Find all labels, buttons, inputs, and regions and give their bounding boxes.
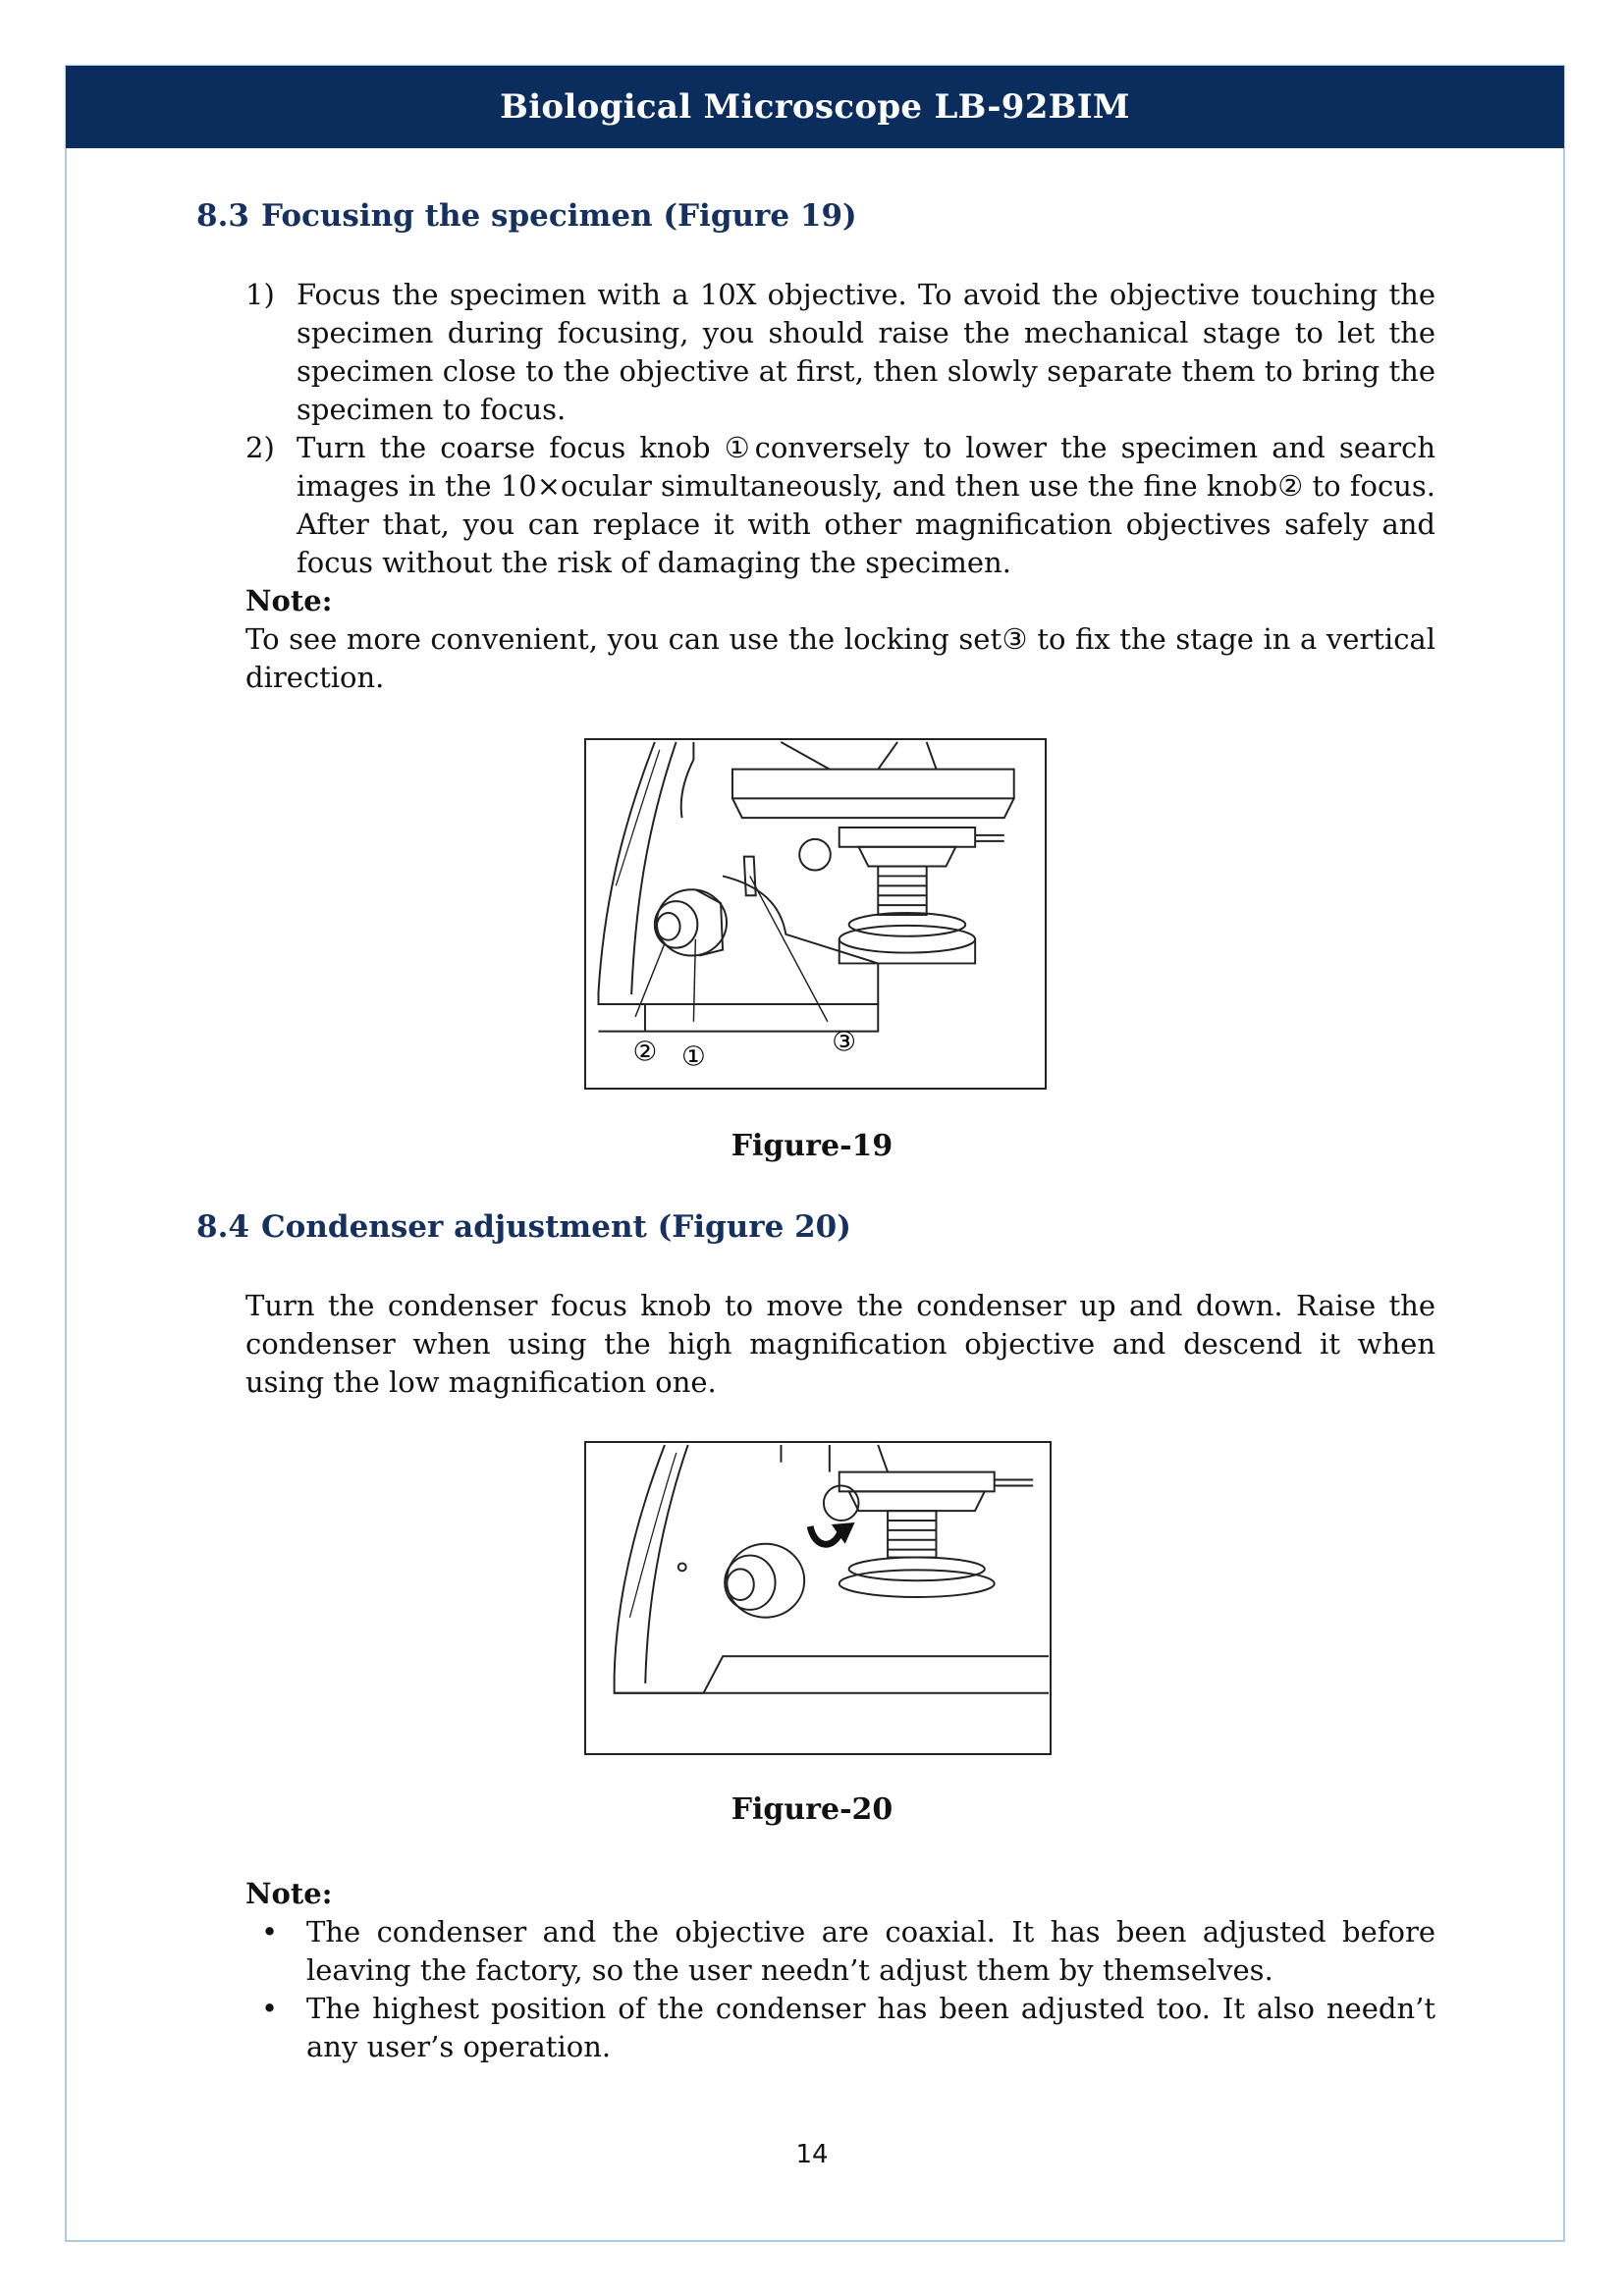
section-8-4-heading <box>196 1209 851 1245</box>
step-marker: 1) <box>245 278 275 311</box>
steps-list <box>245 276 1435 582</box>
bullet-symbol: • <box>261 1915 279 1949</box>
figure-20-caption: Figure-20 <box>731 1792 893 1827</box>
note-text: To see more convenient, you can use the locking set③ to fix the stage in a vertical direction. <box>245 622 1435 694</box>
note-label: Note: <box>245 1877 333 1910</box>
page-number: 14 <box>795 2140 829 2169</box>
section-8-3-heading <box>196 198 857 234</box>
list-item <box>245 1990 1435 2066</box>
callout-coarse-knob: ① <box>680 1040 706 1073</box>
callout-fine-knob: ② <box>632 1035 658 1068</box>
note-label: Note: <box>245 584 333 617</box>
step-text: Focus the specimen with a 10X objective. To avoid the objective touching the specimen during focusing, you should raise the mechanical stage to let the specimen close to the objective at first, then slowly separate them to bring the specimen to focus. <box>297 278 1435 426</box>
section-title: Focusing the specimen (Figure 19) <box>261 198 857 234</box>
header-title: Biological Microscope LB-92BIM <box>500 87 1130 127</box>
figure-19-caption: Figure-19 <box>731 1129 893 1163</box>
bullet-symbol: • <box>261 1992 279 2025</box>
list-item <box>245 1913 1435 1990</box>
note-section <box>245 1875 1435 2066</box>
list-item <box>245 429 1435 582</box>
section-8-4-body: Turn the condenser focus knob to move the condenser up and down. Raise the condenser when using the high magnification objective and descend it when using the low magnification one. <box>245 1289 1435 1399</box>
microscope-focus-illustration <box>586 740 1045 1088</box>
bullet-text: The condenser and the objective are coaxial. It has been adjusted before leaving the factory, so the user needn’t adjust them by themselves. <box>306 1915 1435 1987</box>
section-8-3-body <box>245 276 1435 697</box>
callout-locking-set: ③ <box>832 1025 857 1058</box>
figure-19-image <box>584 738 1047 1090</box>
step-text: Turn the coarse focus knob ①conversely to lower the specimen and search images in the 10×ocular simultaneously, and then use the fine knob② to focus. After that, you can replace it with other magnification objectives safely and focus without the risk of damaging the specimen. <box>297 431 1435 579</box>
list-item <box>245 276 1435 429</box>
bullet-text: The highest position of the condenser has been adjusted too. It also needn’t any user’s operation. <box>306 1992 1435 2063</box>
section-title: Condenser adjustment (Figure 20) <box>261 1209 851 1245</box>
note-bullets <box>245 1913 1435 2066</box>
section-number: 8.4 <box>196 1209 249 1245</box>
step-marker: 2) <box>245 431 275 464</box>
condenser-adjustment-illustration <box>586 1443 1050 1753</box>
section-number: 8.3 <box>196 198 249 234</box>
header-banner <box>66 66 1564 148</box>
figure-20-image <box>584 1441 1052 1755</box>
